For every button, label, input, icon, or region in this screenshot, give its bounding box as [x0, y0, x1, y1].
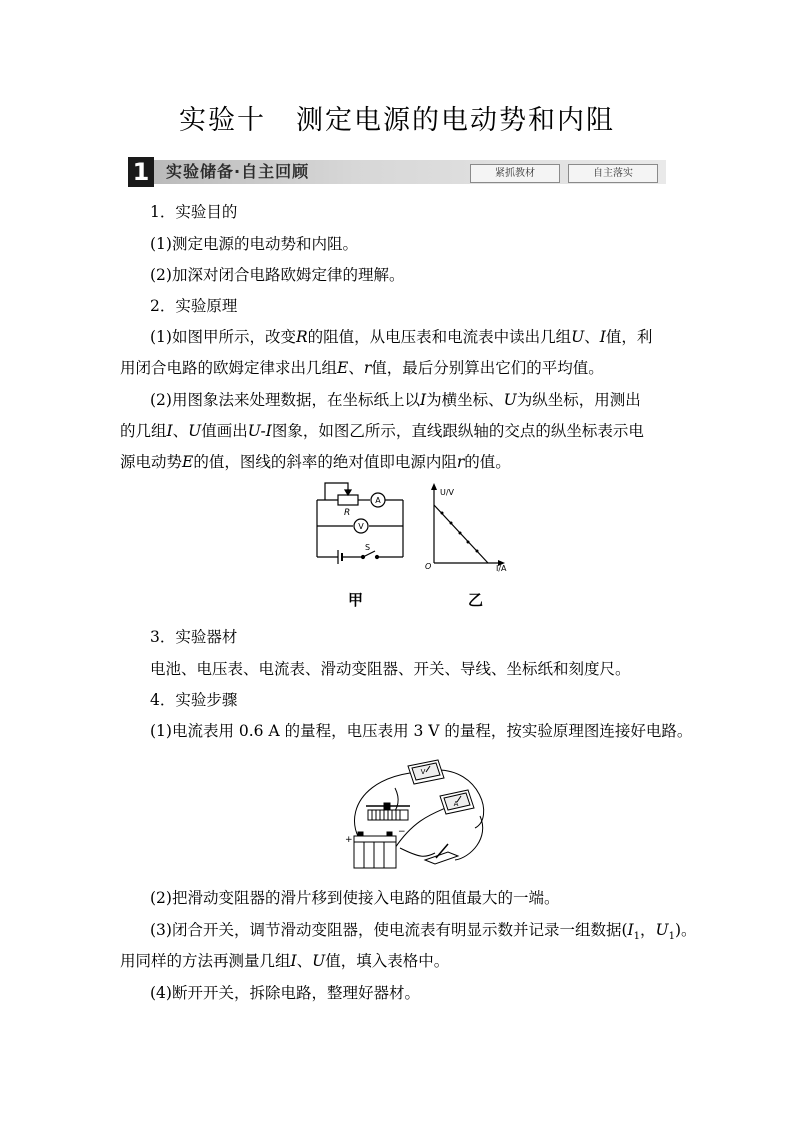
step-1: (1)电流表用 0.6 A 的量程，电压表用 3 V 的量程，按实验原理图连接好电路。	[150, 722, 693, 740]
banner-number: 1	[128, 157, 154, 187]
data-point	[459, 532, 462, 535]
label-S: S	[365, 543, 371, 552]
principle-para-2-line-3: 源电动势E的值，图线的斜率的绝对值即电源内阻r的值。	[120, 453, 511, 471]
principle-para-2-line-1: (2)用图象法来处理数据，在坐标纸上以I为横坐标、U为纵坐标，用测出	[150, 391, 641, 409]
caption-yi: 乙	[468, 591, 484, 609]
title-text: 测定电源的电动势和内阻	[296, 105, 615, 136]
photo-label-minus: −	[398, 827, 406, 837]
wire	[455, 816, 483, 860]
step-2: (2)把滑动变阻器的滑片移到使接入电路的阻值最大的一端。	[150, 889, 560, 907]
photo-label-V: V	[420, 768, 426, 776]
origin-label: O	[425, 562, 432, 571]
voltmeter-device	[408, 760, 444, 784]
principle-figures	[300, 475, 530, 615]
caption-jia: 甲	[348, 591, 364, 609]
purpose-item-1: (1)测定电源的电动势和内阻。	[150, 235, 358, 253]
label-R: R	[344, 508, 351, 518]
photo-label-plus: +	[345, 835, 353, 845]
page-title	[0, 98, 794, 137]
principle-para-1-line-1: (1)如图甲所示，改变R的阻值，从电压表和电流表中读出几组U、I值，利	[150, 328, 653, 346]
label-V: V	[358, 522, 364, 531]
battery-device	[354, 832, 396, 868]
section-purpose-heading: 1．实验目的	[150, 203, 238, 221]
principle-para-2-line-2: 的几组I、U值画出U-I图象，如图乙所示，直线跟纵轴的交点的纵坐标表示电	[120, 422, 644, 440]
x-axis-label: I/A	[496, 564, 507, 573]
data-point	[476, 550, 479, 553]
rheostat-device	[366, 803, 410, 820]
step-4: (4)断开开关，拆除电路，整理好器材。	[150, 984, 420, 1002]
banner-heading: 实验储备·自主回顾	[166, 162, 310, 181]
photo-label-A: A	[453, 800, 459, 808]
equipment-list: 电池、电压表、电流表、滑动变阻器、开关、导线、坐标纸和刻度尺。	[150, 660, 631, 678]
purpose-item-2: (2)加深对闭合电路欧姆定律的理解。	[150, 266, 405, 284]
section-equipment-heading: 3．实验器材	[150, 628, 238, 646]
title-number: 实验十	[179, 105, 266, 136]
label-A: A	[375, 496, 381, 505]
rheostat-symbol	[338, 495, 358, 505]
principle-para-1-line-2: 用闭合电路的欧姆定律求出几组E、r值，最后分别算出它们的平均值。	[120, 359, 604, 377]
y-axis-label: U/V	[440, 488, 455, 497]
wire	[400, 848, 435, 856]
section-banner	[128, 157, 666, 187]
section-principle-heading: 2．实验原理	[150, 297, 238, 315]
section-steps-heading: 4．实验步骤	[150, 691, 238, 709]
step-3-line-2: 用同样的方法再测量几组I、U值，填入表格中。	[120, 952, 450, 970]
data-point	[450, 522, 453, 525]
data-point	[441, 512, 444, 515]
tag-self-study: 自主落实	[568, 164, 658, 183]
data-point	[467, 541, 470, 544]
tag-textbook: 紧抓教材	[470, 164, 560, 183]
switch-device	[425, 844, 458, 864]
apparatus-illustration	[340, 748, 500, 876]
step-3-line-1: (3)闭合开关，调节滑动变阻器，使电流表有明显示数并记录一组数据($I_1$，$U_1$)。	[150, 921, 697, 943]
